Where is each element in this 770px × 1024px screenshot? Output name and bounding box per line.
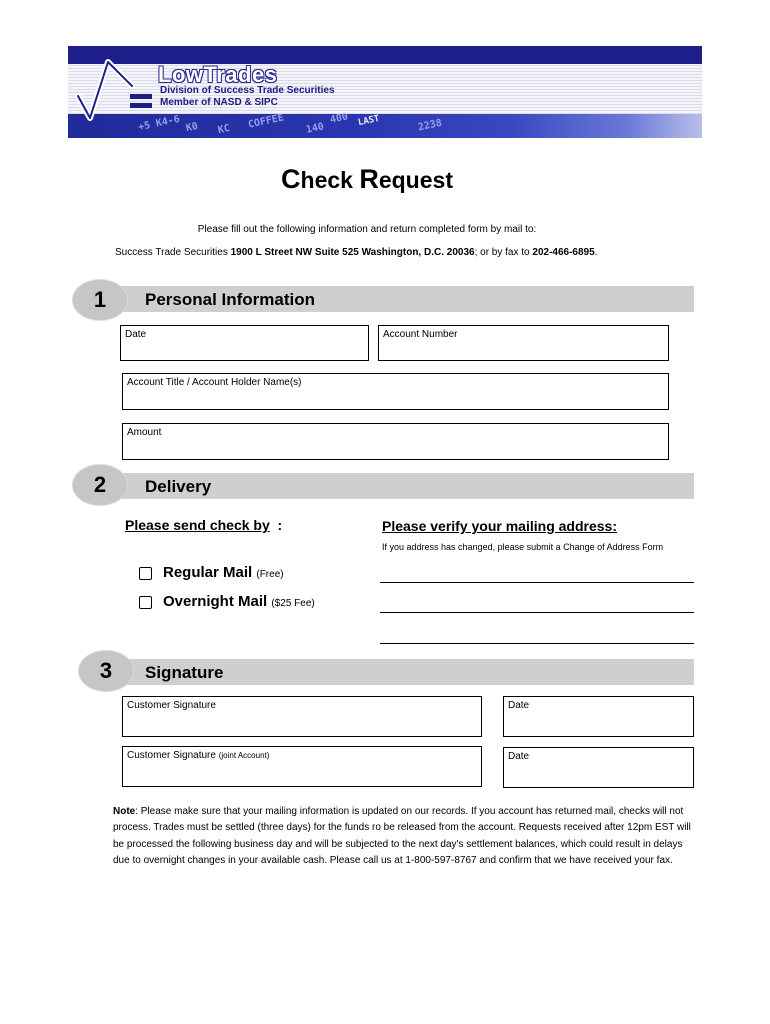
overnight-mail-fee: ($25 Fee) [271,598,315,609]
date-label: Date [125,329,147,340]
joint-signature-label: Customer Signature [127,750,216,761]
title-cap-c: C [281,164,301,194]
address-street: 1900 L Street NW Suite 525 Washington, D.C. 20036 [230,247,475,258]
ticker-text: 140 [305,121,326,136]
brand-division: Division of Success Trade Securities [160,85,335,96]
ticker-strip [68,111,702,138]
title-cap-r: R [359,164,379,194]
address-line-2[interactable] [380,612,694,613]
section-2-title: Delivery [145,477,212,496]
customer-signature-field[interactable] [122,696,482,737]
ticker-text: KC [216,122,232,137]
header-banner [68,46,702,138]
section-3-number: 3 [78,650,134,692]
logo-check-icon [74,56,154,132]
send-by-heading-row [125,517,282,533]
regular-mail-label: Regular Mail [163,564,253,581]
section-2-number: 2 [72,464,128,506]
address-line-1[interactable] [380,582,694,583]
amount-label: Amount [127,427,162,438]
title-rest-1: heck [300,167,360,193]
page-title [0,164,734,195]
signature-date-field[interactable] [503,696,694,737]
ticker-text: K0 [184,120,200,135]
note-label: Note [113,806,136,817]
section-1-number: 1 [72,279,128,321]
regular-mail-option [163,564,284,581]
send-by-colon: : [277,517,283,533]
address-line-3[interactable] [380,643,694,644]
customer-signature-label: Customer Signature [127,700,216,711]
joint-signature-date-field[interactable] [503,747,694,788]
note-paragraph [113,804,695,869]
instructions: Please fill out the following information and return completed form by mail to: [197,224,537,235]
amount-field[interactable] [122,423,669,460]
send-by-heading: Please send check by [125,517,270,533]
ticker-text: +5 K4-6 [137,113,181,134]
address-end: . [594,247,598,258]
section-1-title: Personal Information [145,290,316,309]
account-number-label: Account Number [383,329,458,340]
overnight-mail-label: Overnight Mail [163,593,268,610]
verify-address-heading: Please verify your mailing address: [382,518,617,534]
address-prefix: Success Trade Securities [115,247,231,258]
joint-signature-label-row [127,750,269,761]
overnight-mail-option [163,593,315,610]
ticker-text: 2238 [417,117,443,134]
fax-number: 202-466-6895 [532,247,595,258]
overnight-mail-checkbox[interactable] [139,596,152,609]
title-rest-2: equest [378,167,453,193]
brand-name: LowTrades [158,62,278,87]
account-title-field[interactable] [122,373,669,410]
ticker-text: 400 [329,111,350,126]
regular-mail-checkbox[interactable] [139,567,152,580]
account-title-label: Account Title / Account Holder Name(s) [127,377,302,388]
brand-membership: Member of NASD & SIPC [160,97,278,108]
mailing-address [115,247,597,258]
joint-signature-date-label: Date [508,751,530,762]
note-text: : Please make sure that your mailing information is updated on our records. If you account has returned mail, checks will not process. Trades must be settled (three days) for the funds ro be released from the account. Requests received after 12pm EST will be processed the following business day and will be subjected to the next day's settlement balances, which could result in delays due to overnight changes in your available cash. Please call us at 1-800-597-8767 and confirm that we have received your fax. [113,806,691,866]
ticker-text: LAST [357,113,381,129]
date-field[interactable] [120,325,369,361]
joint-account-suffix: (joint Account) [218,751,270,760]
joint-signature-field[interactable] [122,746,482,787]
regular-mail-fee: (Free) [256,569,284,580]
ticker-text: COFFEE [247,112,285,131]
address-change-note: If you address has changed, please submit a Change of Address Form [382,542,664,552]
account-number-field[interactable] [378,325,669,361]
section-3-title: Signature [145,663,224,682]
address-mid: ; or by fax to [474,247,533,258]
signature-date-label: Date [508,700,530,711]
